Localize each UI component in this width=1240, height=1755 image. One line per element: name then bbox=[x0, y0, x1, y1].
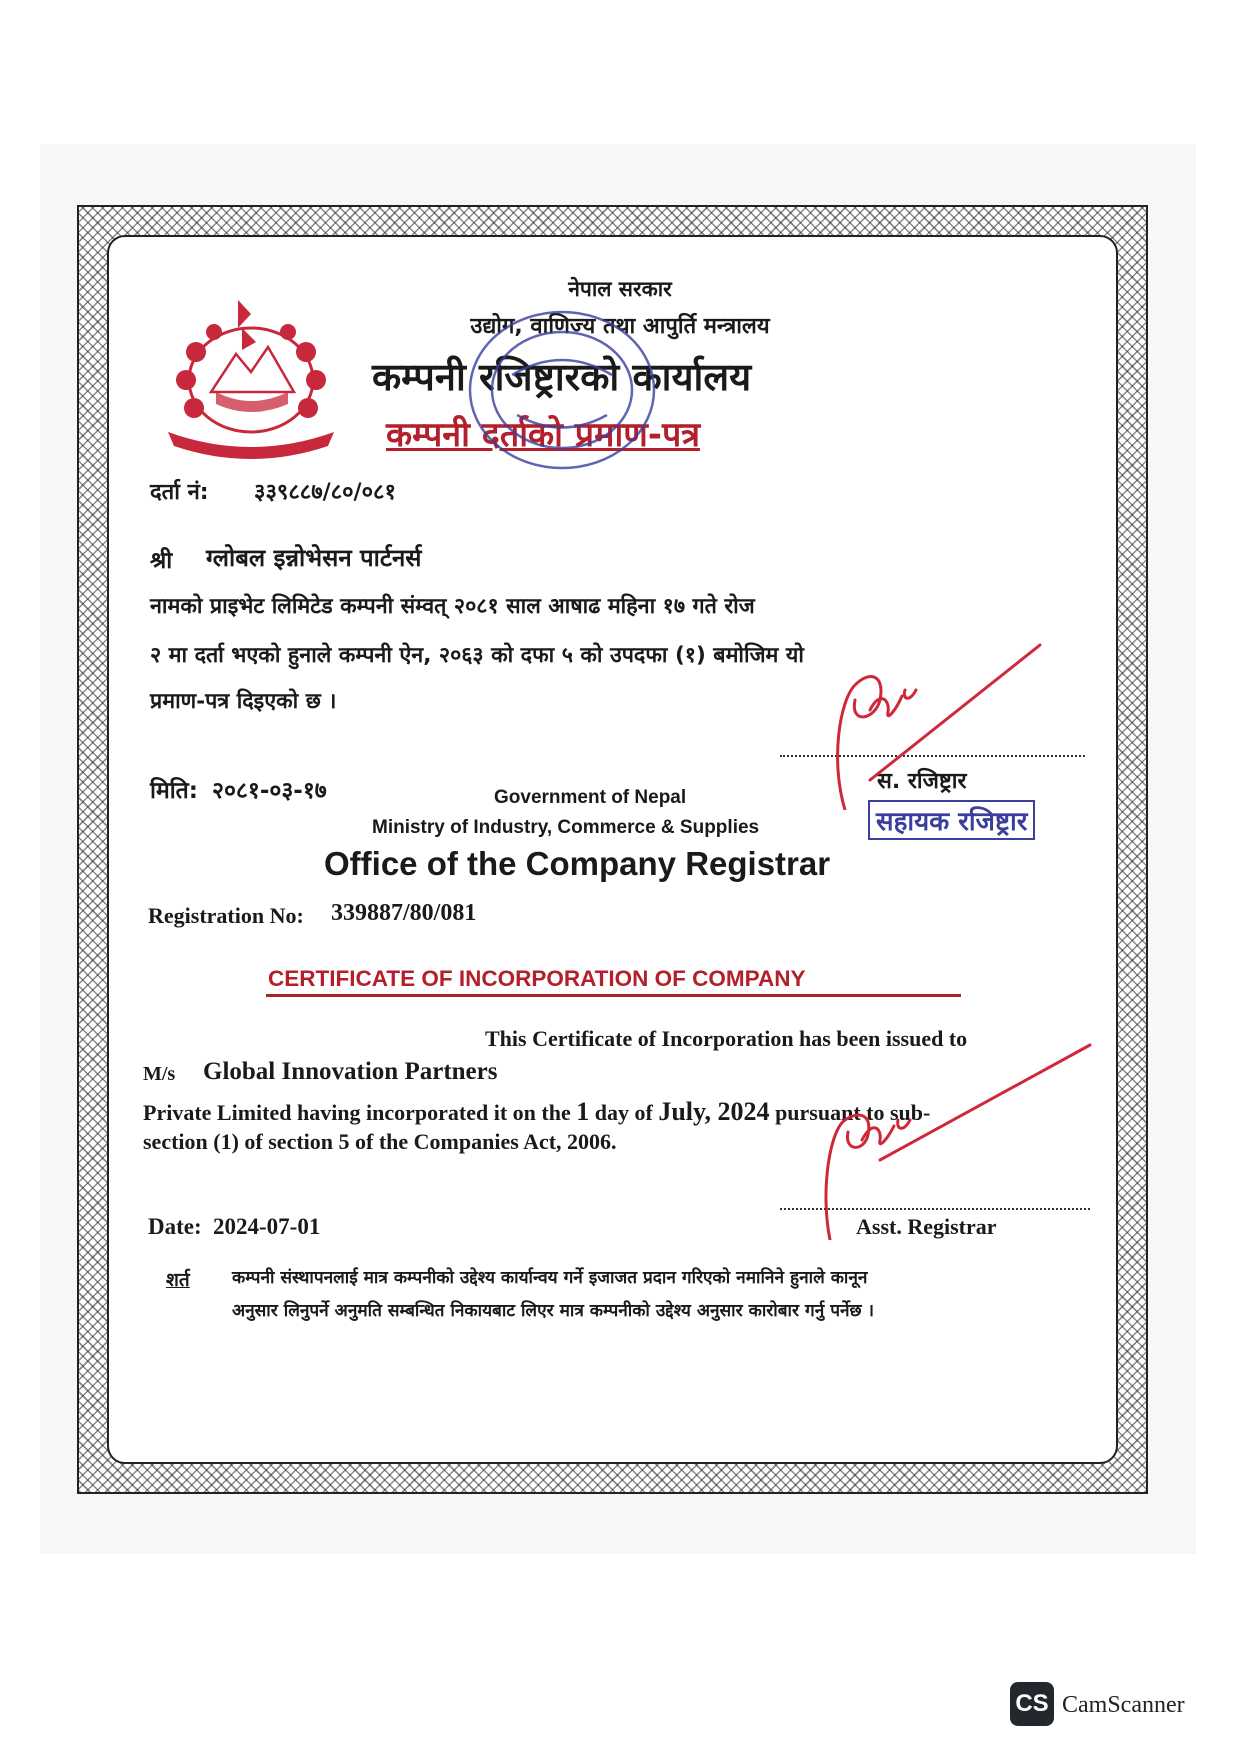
condition-line2: अनुसार लिनुपर्ने अनुमति सम्बन्धित निकायबाट लिएर मात्र कम्पनीको उद्देश्य अनुसार कारोबार गर्नु पर्नेछ । bbox=[232, 1301, 875, 1321]
condition-line1: कम्पनी संस्थापनलाई मात्र कम्पनीको उद्देश्य कार्यान्वय गर्ने इजाजत प्रदान गरिएको नमानिने हुनाले कानून bbox=[232, 1268, 868, 1288]
en-month-year: July, 2024 bbox=[658, 1097, 770, 1126]
np-certificate-title: कम्पनी दर्ताको प्रमाण-पत्र bbox=[386, 415, 701, 455]
en-date-label: Date: bbox=[148, 1214, 202, 1239]
np-company-name: ग्लोबल इन्नोभेसन पार्टनर्स bbox=[206, 544, 422, 572]
signature-icon bbox=[810, 1040, 1100, 1240]
en-registration-no: 339887/80/081 bbox=[331, 900, 477, 926]
np-shree: श्री bbox=[150, 548, 173, 574]
en-company-name: Global Innovation Partners bbox=[203, 1058, 498, 1085]
np-ministry: उद्योग, वाणिज्य तथा आपुर्ति मन्त्रालय bbox=[470, 314, 770, 339]
signature-icon bbox=[810, 640, 1070, 810]
en-registration-label: Registration No: bbox=[148, 903, 304, 928]
np-registration-label: दर्ता नं: bbox=[150, 480, 209, 505]
en-body-line2: section (1) of section 5 of the Companies Act, 2006. bbox=[143, 1129, 617, 1154]
np-government: नेपाल सरकार bbox=[568, 277, 672, 301]
en-signature-line bbox=[780, 1208, 1090, 1210]
en-body-line1-b: day of bbox=[594, 1100, 653, 1125]
np-body-line3: प्रमाण-पत्र दिइएको छ । bbox=[150, 689, 337, 714]
title-underline bbox=[266, 994, 961, 997]
en-day: 1 bbox=[576, 1097, 590, 1126]
np-stamp-title: सहायक रजिष्ट्रार bbox=[868, 800, 1035, 840]
np-body-line1: नामको प्राइभेट लिमिटेड कम्पनी संम्वत् २०८१ साल आषाढ महिना १७ गते रोज bbox=[150, 594, 755, 619]
np-registration-no: ३३९८८७/८०/०८१ bbox=[254, 480, 396, 505]
np-date-label: मिति: bbox=[150, 778, 198, 804]
en-ministry: Ministry of Industry, Commerce & Supplies bbox=[372, 817, 760, 838]
en-office-title: Office of the Company Registrar bbox=[324, 845, 831, 882]
en-ms: M/s bbox=[143, 1063, 176, 1085]
camscanner-text: CamScanner bbox=[1062, 1692, 1185, 1718]
np-signatory: स. रजिष्ट्रार bbox=[877, 769, 967, 794]
en-date: 2024-07-01 bbox=[213, 1214, 321, 1239]
np-body-line2: २ मा दर्ता भएको हुनाले कम्पनी ऐन, २०६३ को दफा ५ को उपदफा (१) बमोजिम यो bbox=[150, 643, 804, 668]
en-certificate-title: CERTIFICATE OF INCORPORATION OF COMPANY bbox=[268, 966, 806, 991]
np-date: २०८१-०३-१७ bbox=[212, 778, 327, 804]
camscanner-logo-icon: CS bbox=[1010, 1682, 1054, 1726]
np-office-title: कम्पनी रजिष्ट्रारको कार्यालय bbox=[372, 355, 752, 399]
en-signatory: Asst. Registrar bbox=[856, 1214, 997, 1239]
office-stamp-icon bbox=[462, 305, 662, 475]
condition-label: शर्त bbox=[166, 1269, 190, 1291]
en-body-line1-c: pursuant to sub- bbox=[775, 1100, 931, 1125]
en-government: Government of Nepal bbox=[494, 787, 687, 808]
en-issued-line: This Certificate of Incorporation has been issued to bbox=[485, 1026, 968, 1051]
en-body-line1-a: Private Limited having incorporated it on the bbox=[143, 1100, 571, 1125]
